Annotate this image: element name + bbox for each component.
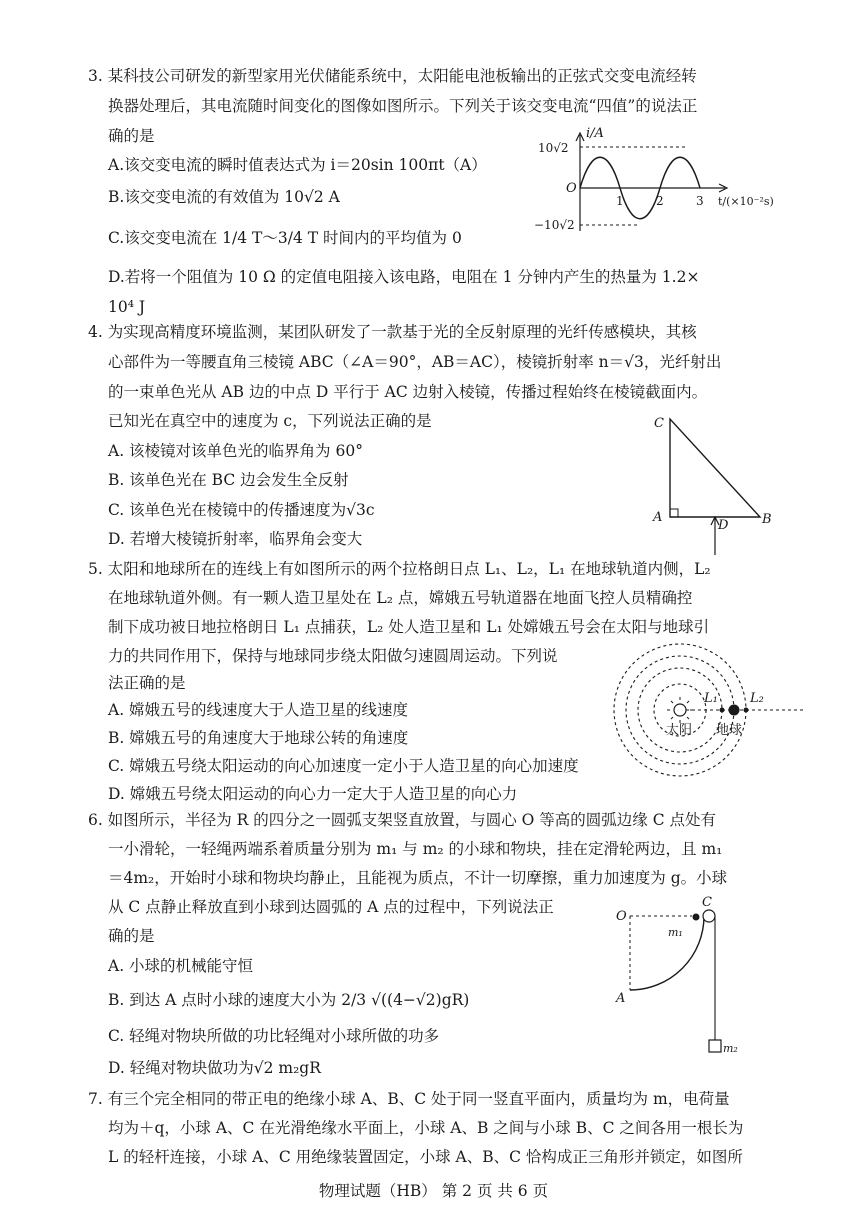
q4-option-b: B. 该单色光在 BC 边会发生全反射 [108,471,349,489]
q5-option-d: D. 嫦娥五号绕太阳运动的向心力一定大于人造卫星的向心力 [108,785,518,803]
q5-l1-label: L₁ [704,691,718,706]
q3-stem-line-3: 确的是 [108,127,155,145]
q6-option-a: A. 小球的机械能守恒 [108,957,254,975]
q5-stem-line-2: 在地球轨道外侧。有一颗人造卫星处在 L₂ 点，嫦娥五号轨道器在地面飞控人员精确控 [108,589,693,607]
q6-option-b: B. 到达 A 点时小球的速度大小为 2/3 √((4−√2)gR) [108,991,470,1009]
q4-stem-line-1: 4. 为实现高精度环境监测，某团队研发了一款基于光的全反射原理的光纤传感模块，其核 [88,323,697,341]
q5-stem-line-3: 制下成功被日地拉格朗日 L₁ 点捕获，L₂ 处人造卫星和 L₁ 处嫦娥五号会在太阳与地球引 [108,618,710,636]
page-footer: 物理试题（HB） 第 2 页 共 6 页 [318,1182,549,1200]
q4-label-b: B [762,512,772,527]
q6-option-d: D. 轻绳对物块做功为√2 m₂gR [108,1059,321,1077]
q6-label-c: C [702,895,712,910]
q4-label-c: C [654,416,664,431]
q7-stem-line-3: L 的轻杆连接，小球 A、C 用绝缘装置固定，小球 A、B、C 恰构成正三角形并锁定，如图所 [108,1148,743,1166]
q4-prism-diagram [640,405,790,560]
q6-stem-line-5: 确的是 [108,927,155,945]
q5-sun-label: 太阳 [666,723,693,738]
q3-x-axis-label: t/(×10⁻²s) [718,195,774,208]
q6-stem-line-1: 6. 如图所示，半径为 R 的四分之一圆弧支架竖直放置，与圆心 O 等高的圆弧边缘 C 点处有 [88,811,717,829]
q4-label-d: D [718,518,729,533]
q6-option-c: C. 轻绳对物块所做的功比轻绳对小球所做的功多 [108,1027,440,1045]
q3-x-tick-1: 1 [616,194,624,208]
q3-option-a: A.该交变电流的瞬时值表达式为 i＝20sin 100πt（A） [108,156,487,174]
q5-stem-line-1: 5. 太阳和地球所在的连线上有如图所示的两个拉格朗日点 L₁、L₂，L₁ 在地球轨道内侧，L₂ [88,560,711,578]
q5-option-a: A. 嫦娥五号的线速度大于人造卫星的线速度 [108,701,409,719]
q3-sine-graph [530,125,780,240]
l2-point [744,708,749,713]
q4-option-d: D. 若增大棱镜折射率，临界角会变大 [108,530,363,548]
q5-stem-line-4: 力的共同作用下，保持与地球同步绕太阳做匀速圆周运动。下列说 [108,647,558,665]
q4-option-a: A. 该棱镜对该单色光的临界角为 60° [108,442,363,460]
q6-label-o: O [616,909,627,924]
q6-pulley-diagram [610,890,760,1065]
q3-y-axis-label: i/A [586,126,604,141]
q5-option-b: B. 嫦娥五号的角速度大于地球公转的角速度 [108,729,409,747]
l1-point [720,708,725,713]
earth-icon [729,705,740,716]
q4-option-c: C. 该单色光在棱镜中的传播速度为√3c [108,501,375,519]
q6-label-m1: m₁ [668,926,683,939]
q3-option-d: D.若将一个阻值为 10 Ω 的定值电阻接入该电路，电阻在 1 分钟内产生的热量为 1.2× [108,268,700,286]
q3-origin-label: O [566,181,577,196]
q4-label-a: A [653,510,663,525]
q5-stem-line-5: 法正确的是 [108,674,186,692]
q3-y-min-label: −10√2 [534,218,575,232]
q6-stem-line-3: ＝4m₂，开始时小球和物块均静止，且能视为质点，不计一切摩擦，重力加速度为 g。小球 [108,869,728,887]
q3-x-tick-3: 3 [696,194,704,208]
q5-lagrange-diagram [610,640,810,785]
q3-stem-line-1: 3. 某科技公司研发的新型家用光伏储能系统中，太阳能电池板输出的正弦式交变电流经转 [88,67,697,85]
q5-earth-label: 地球 [716,723,743,738]
q4-stem-line-4: 已知光在真空中的速度为 c，下列说法正确的是 [108,412,432,430]
q7-stem-line-1: 7. 有三个完全相同的带正电的绝缘小球 A、B、C 处于同一竖直平面内，质量均为 m，电荷量 [88,1090,730,1108]
q3-option-b: B.该交变电流的有效值为 10√2 A [108,188,340,206]
q6-label-m2: m₂ [723,1042,738,1055]
q6-stem-line-2: 一小滑轮，一轻绳两端系着质量分别为 m₁ 与 m₂ 的小球和物块，挂在定滑轮两边，且 m₁ [108,840,723,858]
q6-stem-line-4: 从 C 点静止释放直到小球到达圆弧的 A 点的过程中，下列说法正 [108,898,554,916]
q3-stem-line-2: 换器处理后，其电流随时间变化的图像如图所示。下列关于该交变电流“四值”的说法正 [108,97,698,115]
q5-option-c: C. 嫦娥五号绕太阳运动的向心加速度一定小于人造卫星的向心加速度 [108,757,579,775]
q3-option-c: C.该交变电流在 1/4 T～3/4 T 时间内的平均值为 0 [108,229,462,247]
q7-stem-line-2: 均为＋q，小球 A、C 在光滑绝缘水平面上，小球 A、B 之间与小球 B、C 之间各用一根长为 [108,1119,744,1137]
q6-label-a: A [616,991,626,1006]
q3-option-d-cont: 10⁴ J [108,298,146,316]
q4-stem-line-3: 的一束单色光从 AB 边的中点 D 平行于 AC 边射入棱镜，传播过程始终在棱镜截面内。 [108,383,708,401]
q3-y-max-label: 10√2 [538,141,569,155]
q3-x-tick-2: 2 [656,194,664,208]
q4-stem-line-2: 心部件为一等腰直角三棱镜 ABC（∠A＝90°，AB＝AC），棱镜折射率 n＝√3，光纤射出 [108,353,722,371]
sun-icon [667,697,693,723]
q5-l2-label: L₂ [750,691,764,706]
